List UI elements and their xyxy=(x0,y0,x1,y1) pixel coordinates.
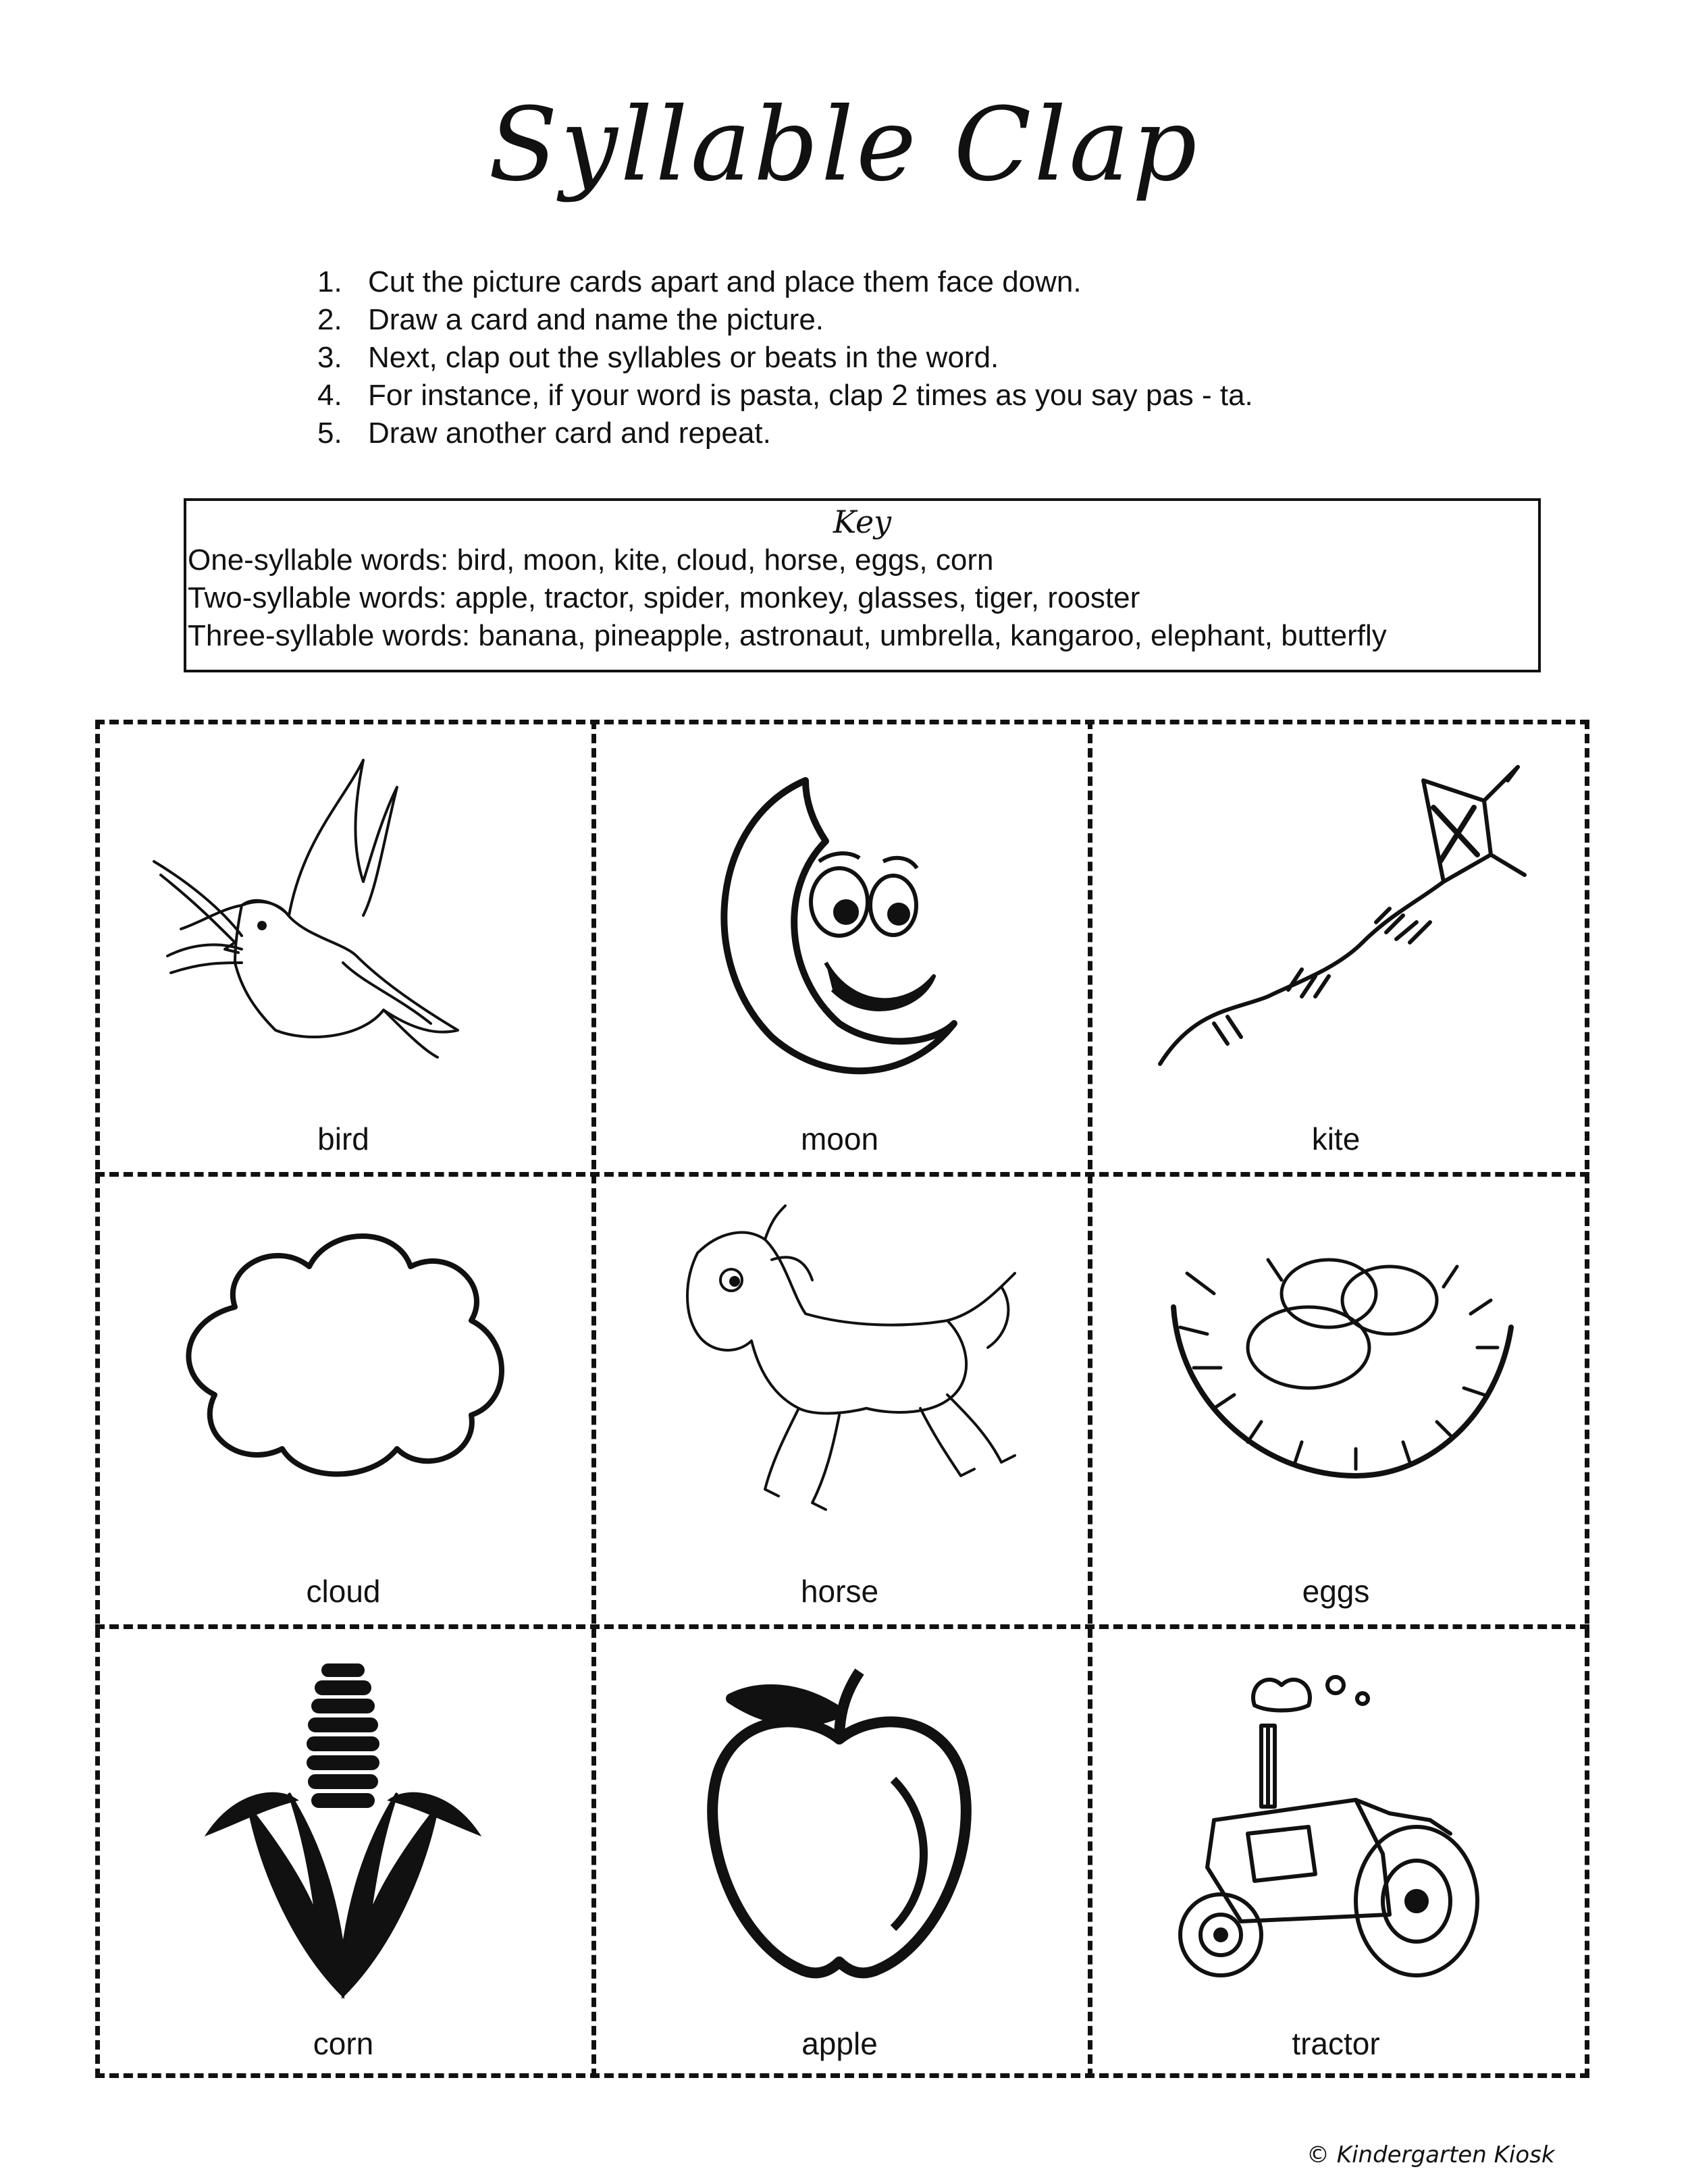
picture-card-corn[interactable] xyxy=(95,1624,591,2077)
instruction-item: 4. For instance, if your word is pasta, clap 2 times as you say pas - ta. xyxy=(317,379,1253,412)
key-line-three-syllable: Three-syllable words: banana, pineapple, astronaut, umbrella, kangaroo, elephant, butterfly xyxy=(188,619,1387,652)
card-label: bird xyxy=(317,1121,369,1156)
kite-icon xyxy=(1133,740,1538,1118)
card-label: kite xyxy=(1311,1121,1361,1156)
key-title: Key xyxy=(833,504,892,540)
cut-line xyxy=(1585,720,1589,2078)
picture-card-eggs[interactable] xyxy=(1088,1172,1584,1624)
card-label: tractor xyxy=(1292,2026,1380,2061)
corn-icon xyxy=(140,1645,546,2023)
picture-card-cloud[interactable] xyxy=(95,1172,591,1624)
tractor-icon xyxy=(1133,1645,1538,2023)
picture-card-horse[interactable] xyxy=(591,1172,1088,1624)
page-title: Syllable Clap xyxy=(488,86,1200,204)
card-label: eggs xyxy=(1302,1574,1370,1609)
moon-icon xyxy=(637,740,1042,1118)
picture-card-bird[interactable] xyxy=(95,720,591,1172)
card-label: moon xyxy=(800,1121,879,1156)
apple-icon xyxy=(637,1645,1042,2023)
instruction-item: 3. Next, clap out the syllables or beats in the word. xyxy=(317,341,999,374)
card-label: cloud xyxy=(306,1574,381,1609)
picture-card-kite[interactable] xyxy=(1088,720,1584,1172)
cloud-icon xyxy=(140,1192,546,1570)
copyright-credit: © Kindergarten Kiosk xyxy=(1307,2141,1555,2168)
key-line-two-syllable: Two-syllable words: apple, tractor, spider, monkey, glasses, tiger, rooster xyxy=(188,581,1140,614)
key-line-one-syllable: One-syllable words: bird, moon, kite, cloud, horse, eggs, corn xyxy=(188,543,994,577)
card-label: apple xyxy=(801,2026,878,2061)
instruction-item: 5. Draw another card and repeat. xyxy=(317,417,771,450)
picture-card-grid xyxy=(95,720,1589,2078)
horse-icon xyxy=(637,1192,1042,1570)
card-label: corn xyxy=(313,2026,374,2061)
bird-icon xyxy=(140,740,546,1118)
card-label: horse xyxy=(800,1574,879,1609)
picture-card-moon[interactable] xyxy=(591,720,1088,1172)
instruction-item: 2. Draw a card and name the picture. xyxy=(317,303,824,336)
instructions-list xyxy=(317,263,1253,452)
picture-card-apple[interactable] xyxy=(591,1624,1088,2077)
instruction-item: 1. Cut the picture cards apart and place them face down. xyxy=(317,265,1082,298)
key-box xyxy=(184,498,1541,672)
eggs-icon xyxy=(1133,1192,1538,1570)
picture-card-tractor[interactable] xyxy=(1088,1624,1584,2077)
